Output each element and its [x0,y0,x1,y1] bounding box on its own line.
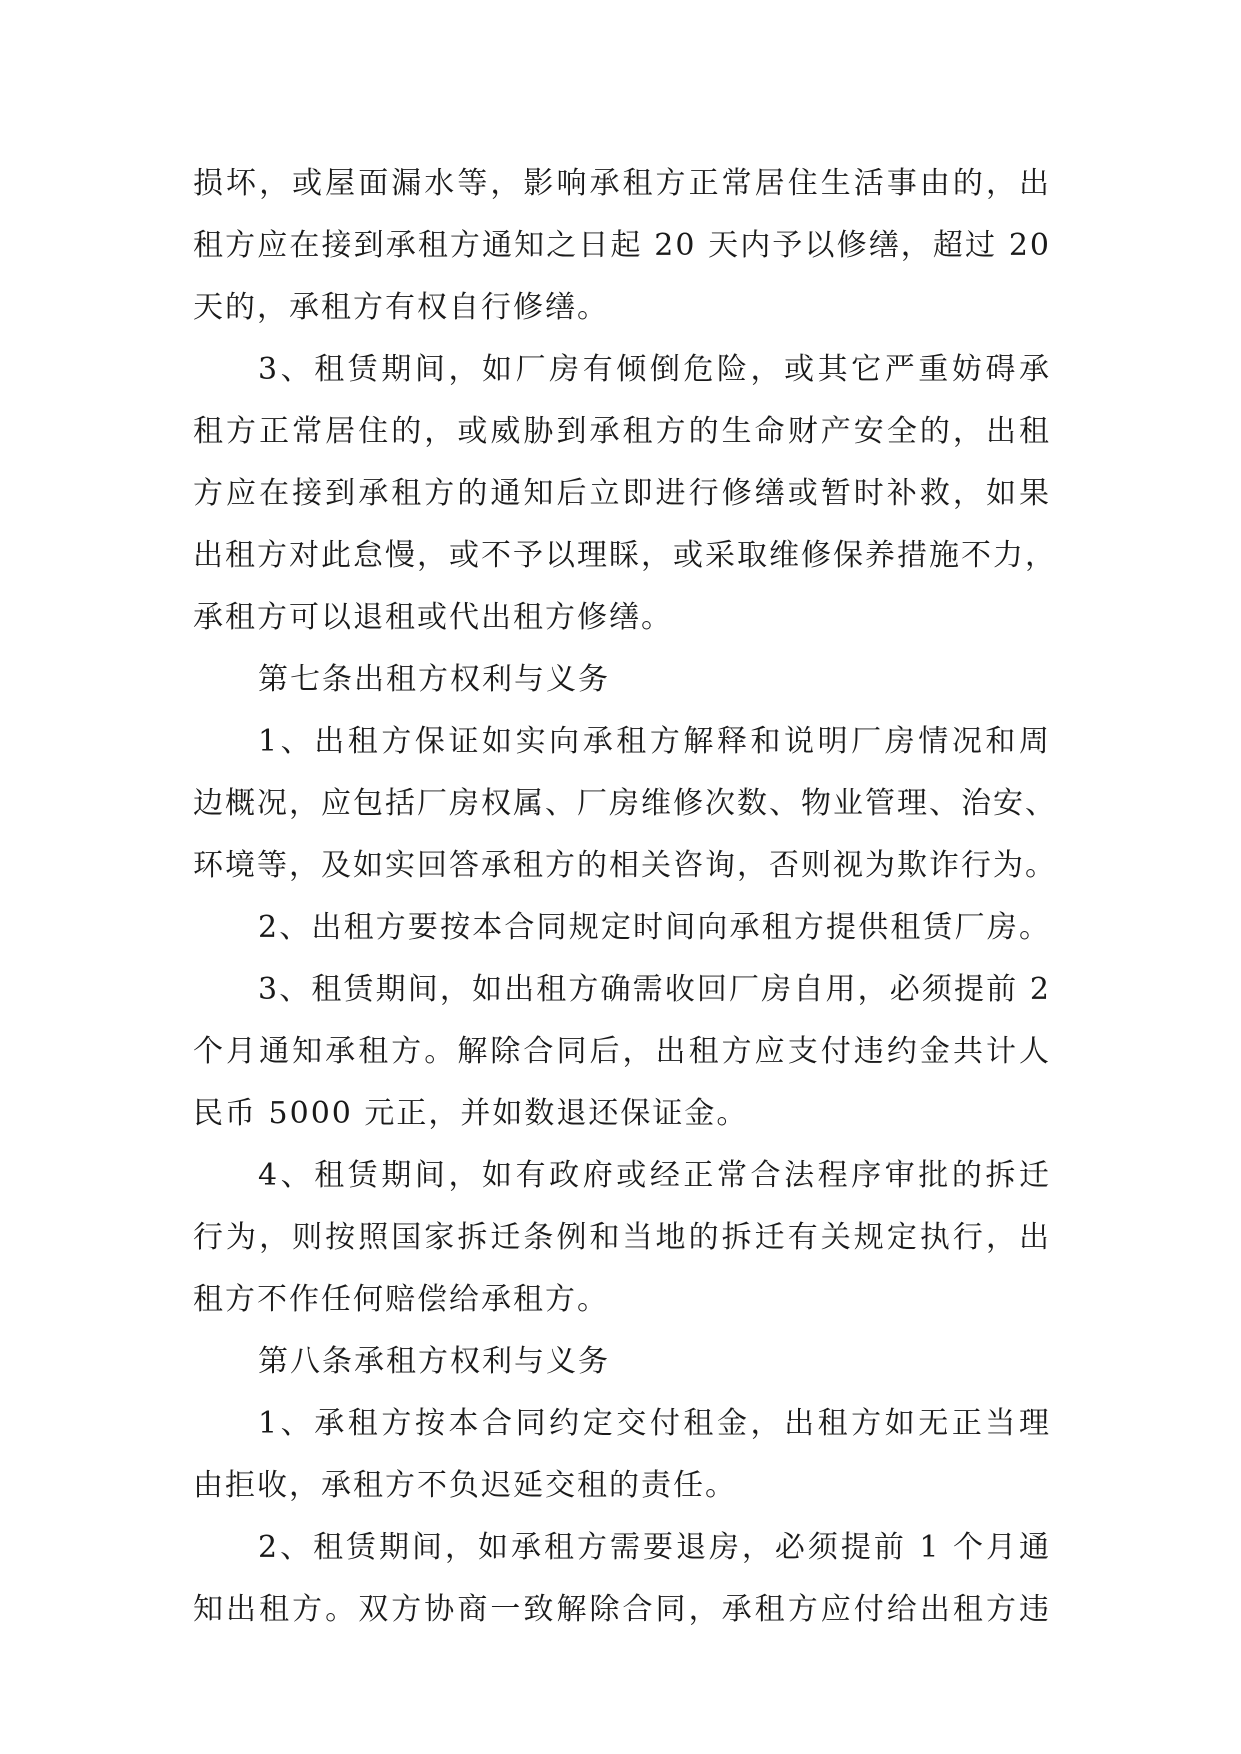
text-line: 民币 5000 元正，并如数退还保证金。 [193,1096,749,1131]
text-line: 租方正常居住的，或威胁到承租方的生命财产安全的，出租 [193,414,1051,449]
text-line: 由拒收，承租方不负迟延交租的责任。 [193,1468,737,1503]
text-line: 个月通知承租方。解除合同后，出租方应支付违约金共计人 [193,1034,1051,1069]
text-line: 知出租方。双方协商一致解除合同，承租方应付给出租方违 [193,1592,1051,1627]
text-line: 环境等，及如实回答承租方的相关咨询，否则视为欺诈行为。 [193,848,1057,883]
text-line: 3、租赁期间，如出租方确需收回厂房自用，必须提前 2 [258,972,1051,1007]
text-line: 2、出租方要按本合同规定时间向承租方提供租赁厂房。 [258,910,1051,945]
text-line: 4、租赁期间，如有政府或经正常合法程序审批的拆迁 [258,1158,1051,1193]
document-page [193,153,1057,1641]
text-line: 租方应在接到承租方通知之日起 20 天内予以修缮，超过 20 [193,228,1051,263]
section-heading: 第七条出租方权利与义务 [258,662,610,697]
text-line: 1、承租方按本合同约定交付租金，出租方如无正当理 [258,1406,1051,1441]
section-heading: 第八条承租方权利与义务 [258,1344,610,1379]
text-line: 损坏，或屋面漏水等，影响承租方正常居住生活事由的，出 [193,166,1051,201]
text-line: 租方不作任何赔偿给承租方。 [193,1282,609,1317]
text-line: 1、出租方保证如实向承租方解释和说明厂房情况和周 [258,724,1051,759]
text-line: 3、租赁期间，如厂房有倾倒危险，或其它严重妨碍承 [258,352,1051,387]
text-line: 行为，则按照国家拆迁条例和当地的拆迁有关规定执行，出 [193,1220,1051,1255]
text-line: 2、租赁期间，如承租方需要退房，必须提前 1 个月通 [258,1530,1051,1565]
text-line: 边概况，应包括厂房权属、厂房维修次数、物业管理、治安、 [193,786,1057,821]
text-line: 承租方可以退租或代出租方修缮。 [193,600,673,635]
text-line: 方应在接到承租方的通知后立即进行修缮或暂时补救，如果 [193,476,1051,511]
text-line: 天的，承租方有权自行修缮。 [193,290,609,325]
text-line: 出租方对此怠慢，或不予以理睬，或采取维修保养措施不力， [193,538,1057,573]
